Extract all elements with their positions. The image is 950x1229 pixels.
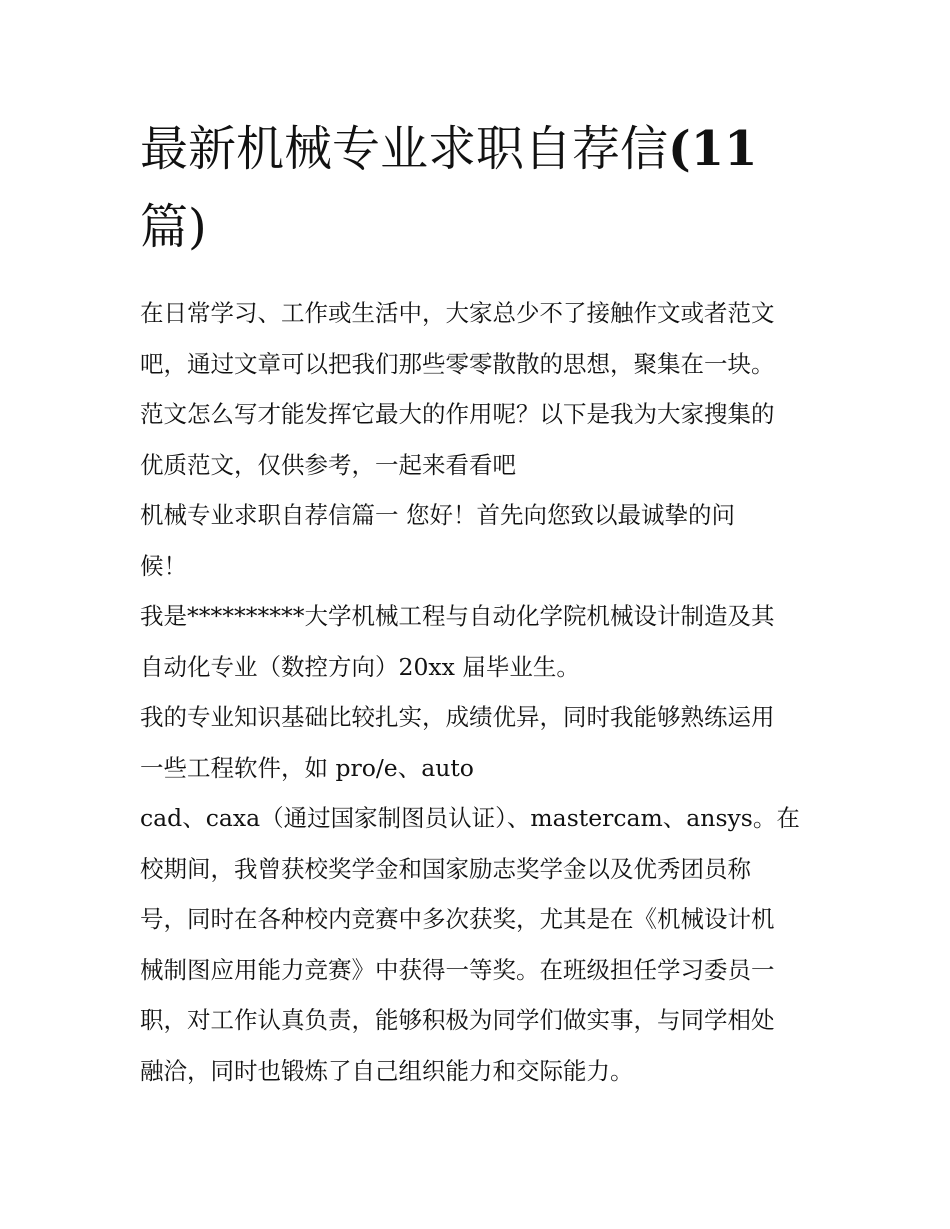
text-line: 优质范文，仅供参考，一起来看看吧 xyxy=(140,450,516,479)
text-line: cad、caxa（通过国家制图员认证）、mastercam、ansys。在 xyxy=(140,804,800,832)
paragraph-introduction xyxy=(140,591,820,692)
text-line: 号，同时在各种校内竞赛中多次获奖，尤其是在《机械设计机 xyxy=(140,905,775,933)
text-line: 我的专业知识基础比较扎实，成绩优异，同时我能够熟练运用 xyxy=(140,703,775,731)
text-line: 融洽，同时也锻炼了自己组织能力和交际能力。 xyxy=(140,1056,634,1085)
text-line: 自动化专业（数控方向）20xx 届毕业生。 xyxy=(140,652,580,681)
text-line: 一些工程软件，如 pro/e、auto xyxy=(140,753,474,782)
text-line: 我是**********大学机械工程与自动化学院机械设计制造及其 xyxy=(140,602,775,630)
document-title xyxy=(140,110,780,266)
title-count-close: 篇) xyxy=(140,199,207,255)
title-text: 最新机械专业求职自荐信 xyxy=(140,121,669,177)
text-line: 机械专业求职自荐信篇一 您好！首先向您致以最诚挚的问 xyxy=(140,501,735,529)
title-count-open: (11 xyxy=(668,121,758,177)
text-line: 候！ xyxy=(140,551,187,580)
document-content xyxy=(140,110,820,1096)
text-line: 在日常学习、工作或生活中，大家总少不了接触作文或者范文 xyxy=(140,299,775,327)
paragraph-achievements xyxy=(140,793,820,1096)
text-line: 职，对工作认真负责，能够积极为同学们做实事，与同学相处 xyxy=(140,1006,775,1034)
text-line: 吧，通过文章可以把我们那些零零散散的思想，聚集在一块。 xyxy=(140,349,775,378)
paragraph-intro xyxy=(140,288,820,490)
paragraph-greeting xyxy=(140,490,820,591)
text-line: 校期间，我曾获校奖学金和国家励志奖学金以及优秀团员称 xyxy=(140,854,751,883)
paragraph-skills xyxy=(140,692,820,793)
text-line: 械制图应用能力竞赛》中获得一等奖。在班级担任学习委员一 xyxy=(140,955,775,984)
document-body xyxy=(140,288,820,1096)
text-line: 范文怎么写才能发挥它最大的作用呢？以下是我为大家搜集的 xyxy=(140,400,775,428)
